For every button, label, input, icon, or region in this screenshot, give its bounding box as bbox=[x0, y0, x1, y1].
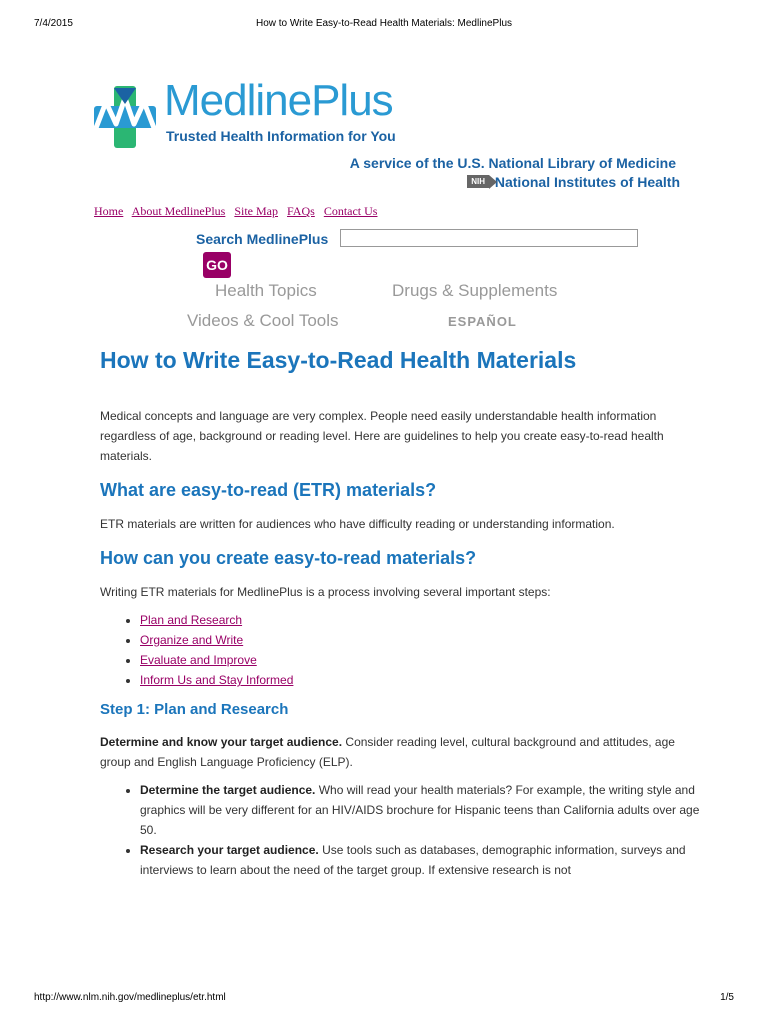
what-paragraph: ETR materials are written for audiences who have difficulty reading or understanding information. bbox=[100, 517, 615, 531]
list-item bbox=[140, 630, 700, 650]
print-footer bbox=[34, 992, 734, 1006]
search-label: Search MedlinePlus bbox=[196, 231, 329, 247]
logo-name: MedlinePlus bbox=[164, 76, 393, 125]
espanol-link[interactable]: ESPAÑOL bbox=[448, 314, 517, 329]
step-inform-link[interactable]: Inform Us and Stay Informed bbox=[140, 673, 294, 687]
bullet-text: Who will read your health materials? For example, the writing style and graphics will be very different for an HIV/AIDS brochure for Hispanic teens than California adults over age 50. bbox=[140, 783, 700, 837]
medlineplus-logo[interactable] bbox=[92, 76, 422, 152]
print-date: 7/4/2015 bbox=[34, 18, 73, 29]
nih-badge: NIH bbox=[467, 175, 489, 188]
bullet-bold: Research your target audience. bbox=[140, 843, 319, 857]
step1-bold: Determine and know your target audience. bbox=[100, 735, 343, 749]
print-header bbox=[34, 18, 734, 32]
drugs-supplements-link[interactable]: Drugs & Supplements bbox=[392, 281, 558, 300]
article bbox=[100, 344, 700, 888]
nav-sitemap-link[interactable]: Site Map bbox=[234, 204, 279, 218]
medlineplus-logo-icon bbox=[92, 84, 158, 150]
page-title: How to Write Easy-to-Read Health Materials bbox=[100, 347, 577, 373]
logo-tagline: Trusted Health Information for You bbox=[166, 128, 396, 144]
health-topics-link[interactable]: Health Topics bbox=[215, 281, 317, 300]
top-nav bbox=[94, 204, 383, 219]
step1-text: Consider reading level, cultural background and attitudes, age group and English Language Proficiency (ELP). bbox=[100, 735, 675, 769]
nih-link[interactable] bbox=[300, 174, 680, 190]
bullet-bold: Determine the target audience. bbox=[140, 783, 316, 797]
nav-contact-link[interactable]: Contact Us bbox=[323, 204, 378, 218]
list-item bbox=[140, 610, 700, 630]
step-evaluate-link[interactable]: Evaluate and Improve bbox=[140, 653, 257, 667]
print-url: http://www.nlm.nih.gov/medlineplus/etr.html bbox=[34, 992, 226, 1003]
search-go-button[interactable]: GO bbox=[203, 252, 231, 278]
search-input[interactable] bbox=[340, 229, 638, 247]
nih-label: National Institutes of Health bbox=[494, 174, 680, 190]
step1-list bbox=[100, 780, 700, 880]
nlm-service-link[interactable]: A service of the U.S. National Library of Medicine bbox=[349, 155, 676, 171]
step1-paragraph bbox=[100, 732, 700, 772]
step-organize-link[interactable]: Organize and Write bbox=[140, 633, 244, 647]
list-item bbox=[140, 780, 700, 840]
heading-step1: Step 1: Plan and Research bbox=[100, 701, 289, 718]
videos-tools-link[interactable]: Videos & Cool Tools bbox=[187, 311, 339, 330]
list-item bbox=[140, 840, 700, 880]
nav-about-link[interactable]: About MedlinePlus bbox=[131, 204, 226, 218]
print-title: How to Write Easy-to-Read Health Materials: MedlinePlus bbox=[255, 18, 513, 29]
nav-faqs-link[interactable]: FAQs bbox=[287, 204, 315, 218]
nav-home-link[interactable]: Home bbox=[94, 204, 124, 218]
step-plan-link[interactable]: Plan and Research bbox=[140, 613, 243, 627]
steps-list bbox=[100, 610, 700, 690]
intro-paragraph: Medical concepts and language are very complex. People need easily understandable health information regardless of age, background or reading level. Here are guidelines to help you create easy-to-read health materials. bbox=[100, 409, 664, 463]
how-paragraph: Writing ETR materials for MedlinePlus is a process involving several important steps: bbox=[100, 585, 551, 599]
bullet-text: Use tools such as databases, demographic information, surveys and interviews to learn about the need of the target group. If extensive research is not bbox=[140, 843, 686, 877]
list-item bbox=[140, 670, 700, 690]
heading-what: What are easy-to-read (ETR) materials? bbox=[100, 480, 437, 500]
heading-how: How can you create easy-to-read materials? bbox=[100, 548, 477, 568]
page-number: 1/5 bbox=[720, 992, 734, 1003]
list-item bbox=[140, 650, 700, 670]
